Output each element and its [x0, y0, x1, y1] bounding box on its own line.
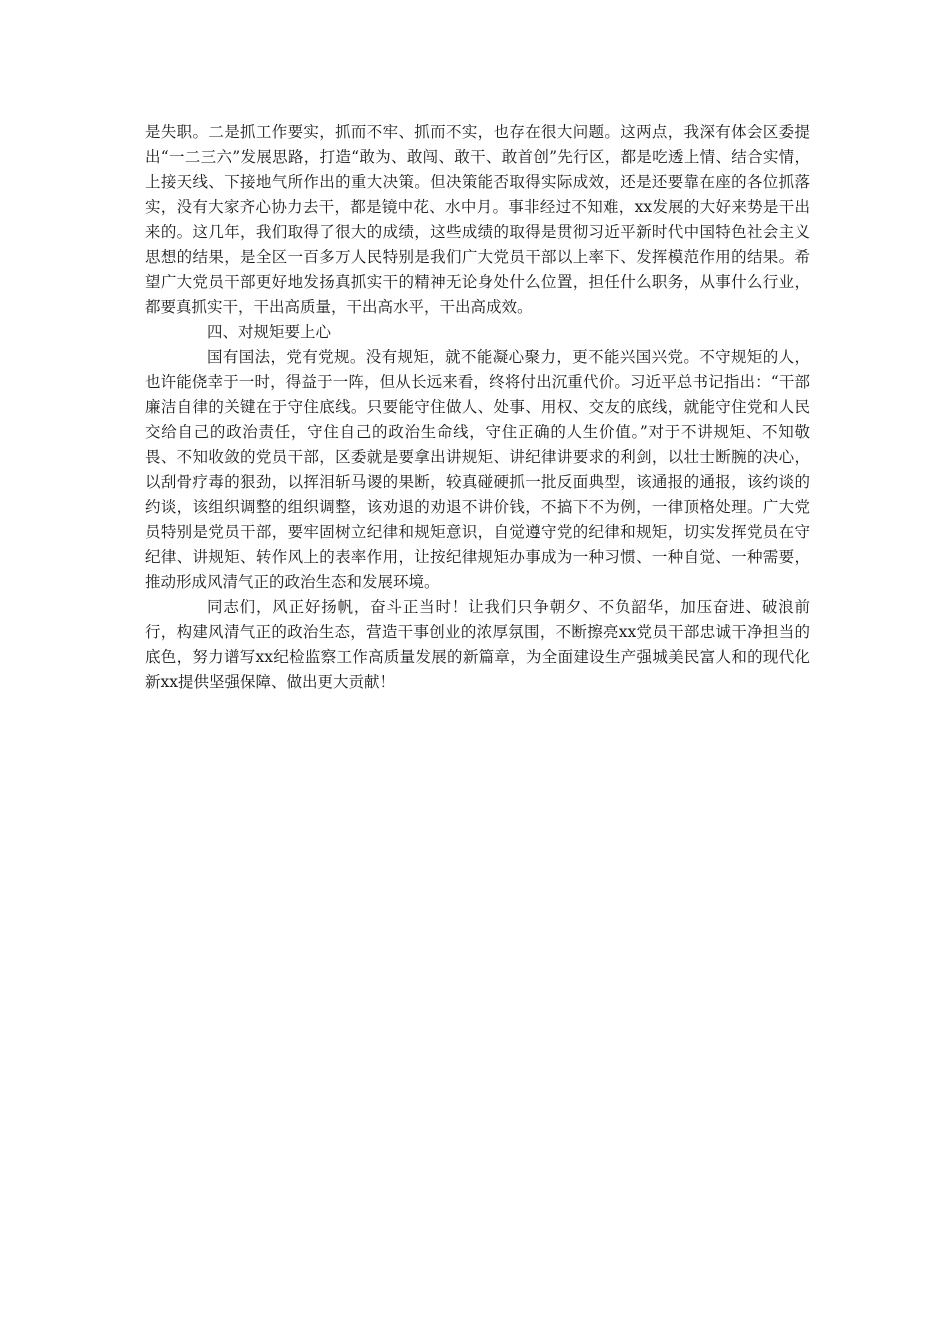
- document-body: [145, 120, 810, 695]
- paragraph-continuation: 是失职。二是抓工作要实，抓而不牢、抓而不实，也存在很大问题。这两点，我深有体会区委提出“一二三六”发展思路，打造“敢为、敢闯、敢干、敢首创”先行区，都是吃透上情、结合实情，上接天线、下接地气所作出的重大决策。但决策能否取得实际成效，还是还要靠在座的各位抓落实，没有大家齐心协力去干，都是镜中花、水中月。事非经过不知难，xx发展的大好来势是干出来的。这几年，我们取得了很大的成绩，这些成绩的取得是贯彻习近平新时代中国特色社会主义思想的结果，是全区一百多万人民特别是我们广大党员干部以上率下、发挥模范作用的结果。希望广大党员干部更好地发扬真抓实干的精神无论身处什么位置，担任什么职务，从事什么行业，都要真抓实干，干出高质量，干出高水平，干出高成效。: [145, 123, 810, 316]
- paragraph-closing: 同志们，风正好扬帆，奋斗正当时！让我们只争朝夕、不负韶华，加压奋进、破浪前行，构建风清气正的政治生态，营造干事创业的浓厚氛围，不断擦亮xx党员干部忠诚干净担当的底色，努力谱写xx纪检监察工作高质量发展的新篇章，为全面建设生产强城美民富人和的现代化新xx提供坚强保障、做出更大贡献！: [145, 598, 810, 691]
- section-heading-four: 四、对规矩要上心: [207, 323, 332, 341]
- paragraph-rules: 国有国法，党有党规。没有规矩，就不能凝心聚力，更不能兴国兴党。不守规矩的人，也许能侥幸于一时，得益于一阵，但从长远来看，终将付出沉重代价。习近平总书记指出：“干部廉洁自律的关键在于守住底线。只要能守住做人、处事、用权、交友的底线，就能守住党和人民交给自己的政治责任，守住自己的政治生命线，守住正确的人生价值。”对于不讲规矩、不知敬畏、不知收敛的党员干部，区委就是要拿出讲规矩、讲纪律讲要求的利剑，以壮士断腕的决心，以刮骨疗毒的狠劲，以挥泪斩马谡的果断，较真碰硬抓一批反面典型，该通报的通报，该约谈的约谈，该组织调整的组织调整，该劝退的劝退不讲价钱，不搞下不为例，一律顶格处理。广大党员特别是党员干部，要牢固树立纪律和规矩意识，自觉遵守党的纪律和规矩，切实发挥党员在守纪律、讲规矩、转作风上的表率作用，让按纪律规矩办事成为一种习惯、一种自觉、一种需要，推动形成风清气正的政治生态和发展环境。: [145, 348, 810, 591]
